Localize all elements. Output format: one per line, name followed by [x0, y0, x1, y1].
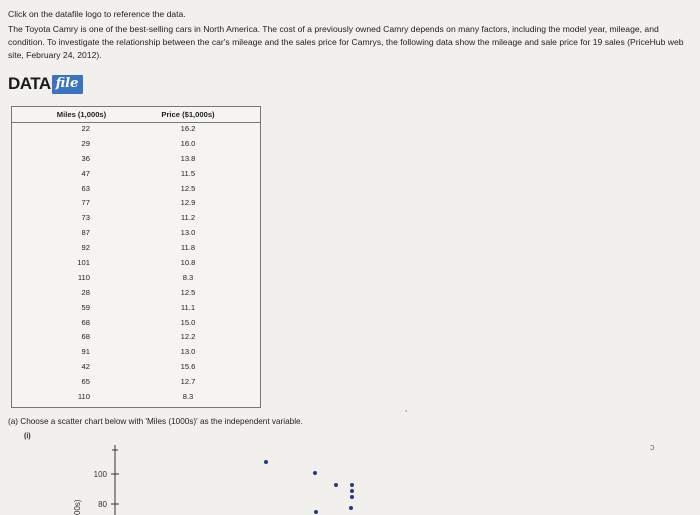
miles-cell: 65 — [81, 377, 90, 387]
price-cell: 12.5 — [180, 183, 196, 193]
miles-column — [34, 107, 129, 405]
miles-cell: 87 — [81, 228, 90, 238]
miles-cell: 110 — [77, 272, 90, 282]
scatter-point — [314, 510, 318, 514]
miles-cell: 28 — [81, 287, 90, 297]
miles-cell: 91 — [81, 347, 90, 357]
price-column — [152, 107, 224, 405]
miles-cell: 22 — [81, 124, 90, 133]
scatter-points — [264, 460, 354, 514]
refresh-icon[interactable]: ↄ — [650, 442, 655, 452]
miles-cell: 101 — [77, 258, 90, 268]
data-table — [11, 106, 261, 408]
miles-cell: 68 — [81, 317, 90, 327]
price-cell: 12.9 — [180, 198, 196, 208]
miles-cell: 68 — [81, 332, 90, 342]
price-cell: 8.3 — [182, 392, 194, 402]
problem-paragraph: The Toyota Camry is one of the best-selling cars in North America. The cost of a previously owned Camry depends on many factors, including the model year, mileage, and condition. To investigate the relationship between the car's mileage and the sales price for Camrys, the following data show the mileage and sale price for 19 sales (PriceHub web site, February 24, 2012). — [8, 24, 684, 60]
miles-cell: 110 — [77, 392, 90, 402]
scatter-point — [264, 460, 268, 464]
price-cell: 11.5 — [180, 168, 196, 178]
price-cell: 16.2 — [180, 124, 196, 133]
scatter-point — [350, 495, 354, 499]
scatter-point — [350, 489, 354, 493]
miles-cell: 63 — [81, 183, 90, 193]
price-cell: 8.3 — [182, 272, 194, 282]
datafile-instruction: Click on the datafile logo to reference the data. — [8, 9, 186, 19]
datafile-word: DATA — [8, 74, 51, 93]
scatter-point — [349, 506, 353, 510]
stray-mark: , — [405, 404, 408, 413]
price-cell: 12.7 — [180, 377, 196, 387]
miles-cell: 77 — [81, 198, 90, 208]
price-header: Price ($1,000s) — [161, 110, 215, 119]
miles-cell: 29 — [81, 138, 90, 148]
miles-cell: 36 — [81, 153, 90, 163]
price-cell: 13.0 — [180, 347, 196, 357]
price-cell: 12.2 — [180, 332, 196, 342]
price-cell: 11.2 — [180, 213, 196, 223]
price-cell: 16.0 — [180, 138, 196, 148]
price-cell: 12.5 — [180, 287, 196, 297]
price-cell: 15.0 — [180, 317, 196, 327]
price-cell: 15.6 — [180, 362, 196, 372]
miles-cell: 42 — [81, 362, 90, 372]
price-cell: 10.8 — [180, 258, 196, 268]
y-tick-label-80: 80 — [98, 500, 107, 509]
price-cell: 11.1 — [180, 302, 196, 312]
miles-cell: 92 — [81, 243, 90, 253]
miles-cell: 59 — [81, 302, 90, 312]
price-cell: 11.8 — [180, 243, 196, 253]
price-cell: 13.0 — [180, 228, 196, 238]
scatter-point — [313, 471, 317, 475]
question-a: (a) Choose a scatter chart below with 'Miles (1000s)' as the independent variable. — [8, 417, 303, 426]
scatter-point — [334, 483, 338, 487]
sub-question-i: (i) — [24, 433, 31, 440]
scatter-chart-preview[interactable] — [0, 440, 700, 515]
y-tick-label-100: 100 — [93, 470, 107, 479]
miles-cell: 73 — [81, 213, 90, 223]
miles-cell: 47 — [81, 168, 90, 178]
datafile-badge: file — [52, 75, 84, 94]
y-axis-label: 00s) — [73, 499, 82, 515]
datafile-logo[interactable] — [8, 74, 83, 94]
scatter-point — [350, 483, 354, 487]
problem-intro — [8, 8, 692, 62]
miles-header: Miles (1,000s) — [56, 110, 107, 119]
price-cell: 13.8 — [180, 153, 196, 163]
